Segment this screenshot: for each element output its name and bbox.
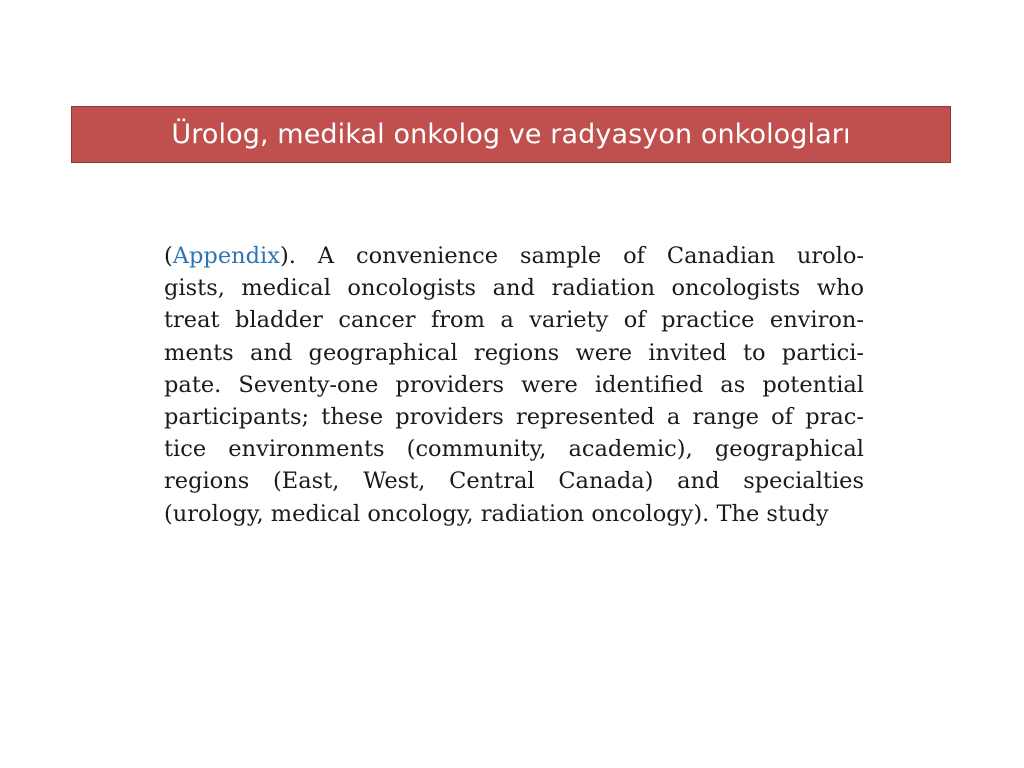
excerpt-line-1: [164, 240, 864, 272]
appendix-link[interactable]: Appendix: [172, 243, 280, 269]
excerpt-line-8: regions (East, West, Central Canada) and specialties: [164, 468, 864, 495]
excerpt-line-4: ments and geographical regions were invited to partici-: [164, 339, 864, 366]
excerpt-line-9: (urology, medical oncology, radiation oncology). The study: [164, 500, 829, 527]
slide-title: Ürolog, medikal onkolog ve radyasyon onkologları: [171, 119, 851, 150]
excerpt-line-3: treat bladder cancer from a variety of practice environ-: [164, 307, 864, 334]
excerpt-open-paren: (: [164, 243, 173, 269]
excerpt-line-6: participants; these providers represented a range of prac-: [164, 403, 864, 430]
title-banner: [71, 106, 951, 163]
article-excerpt-image: [164, 240, 864, 536]
excerpt-line-7: tice environments (community, academic), geographical: [164, 436, 864, 463]
excerpt-line-2: gists, medical oncologists and radiation oncologists who: [164, 275, 864, 302]
excerpt-line-1-text: ). A convenience sample of Canadian urolo-: [279, 243, 864, 269]
excerpt-line-5: pate. Seventy-one providers were identified as potential: [164, 371, 864, 398]
